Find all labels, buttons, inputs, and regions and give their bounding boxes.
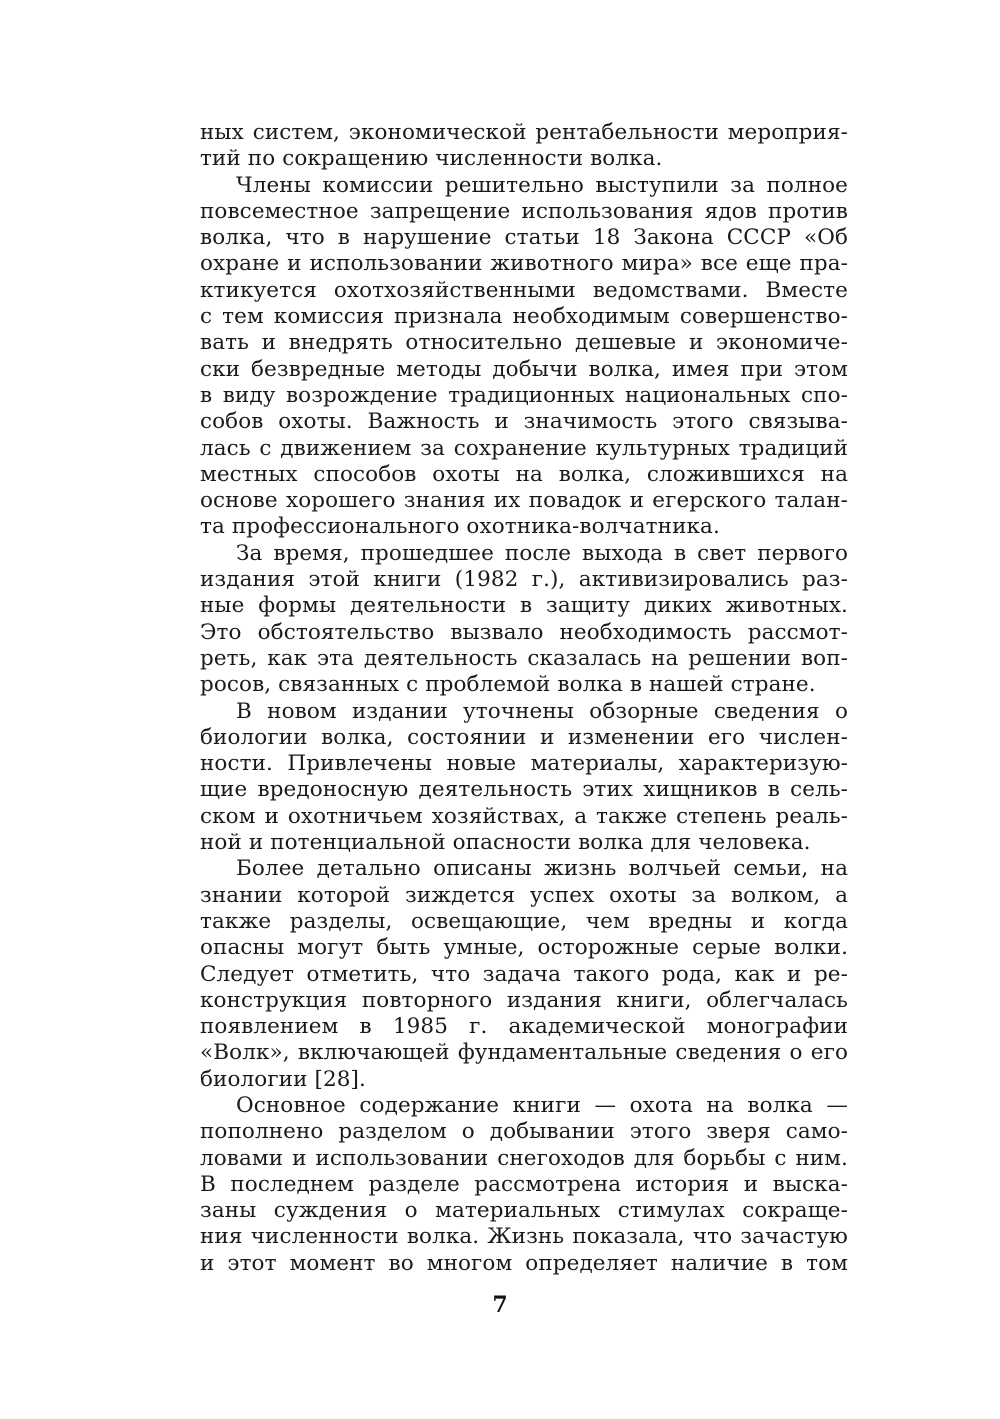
paragraph [200,856,848,1093]
text-line: ной и потенциальной опасности волка для человека. [200,830,811,856]
text-line: волка, что в нарушение статьи 18 Закона СССР «Об [200,225,848,251]
text-line: Основное содержание книги — охота на волка — [236,1092,848,1118]
text-line: ные формы деятельности в защиту диких животных. [200,593,848,619]
text-line: охране и использовании животного мира» все еще пра- [200,251,848,277]
text-line: ния численности волка. Жизнь показала, что зачастую [200,1224,848,1250]
text-line: ктикуется охотхозяйственными ведомствами. Вместе [200,277,848,303]
page-number: 7 [492,1292,508,1318]
text-line: собов охоты. Важность и значимость этого связыва- [200,409,848,435]
text-line: биологии [28]. [200,1066,366,1092]
text-line: За время, прошедшее после выхода в свет первого [236,540,848,566]
text-line: Члены комиссии решительно выступили за полное [236,172,848,198]
text-line: В новом издании уточнены обзорные сведения о [236,698,848,724]
text-line: местных способов охоты на волка, сложившихся на [200,461,848,487]
text-line: в виду возрождение традиционных национальных спо- [200,382,848,408]
text-line: тий по сокращению численности волка. [200,146,663,172]
text-line: повсеместное запрещение использования ядов против [200,198,848,224]
text-line: ски безвредные методы добычи волка, имея при этом [200,356,848,382]
text-line: Следует отметить, что задача такого рода, как и ре- [200,961,848,987]
text-line: ности. Привлечены новые материалы, характеризую- [200,751,848,777]
text-line: ных систем, экономической рентабельности мероприя- [200,120,848,145]
text-line: росов, связанных с проблемой волка в нашей стране. [200,672,816,698]
text-line: та профессионального охотника-волчатника. [200,514,720,540]
text-line: конструкция повторного издания книги, облегчалась [200,987,848,1013]
text-line: знании которой зиждется успех охоты за волком, а [200,882,848,908]
paragraph [200,699,848,857]
text-line: Более детально описаны жизнь волчьей семьи, на [236,856,848,882]
text-line: и этот момент во многом определяет наличие в том [200,1250,848,1276]
text-line: вать и внедрять относительно дешевые и экономиче- [200,330,848,356]
paragraph [200,1093,848,1277]
body-text [200,120,848,1277]
text-line: опасны могут быть умные, осторожные серые волки. [200,935,848,961]
text-line: биологии волка, состоянии и изменении его числен- [200,724,848,750]
text-line: щие вредоносную деятельность этих хищников в сель- [200,777,848,803]
text-line: основе хорошего знания их повадок и егерского талан- [200,488,848,514]
text-line: ском и охотничьем хозяйствах, а также степень реаль- [200,803,848,829]
text-line: с тем комиссия признала необходимым совершенство- [200,304,848,330]
text-line: В последнем разделе рассмотрена история и выска- [200,1171,848,1197]
text-line: также разделы, освещающие, чем вредны и когда [200,908,848,934]
text-line: «Волк», включающей фундаментальные сведения о его [200,1040,848,1066]
text-line: лась с движением за сохранение культурных традиций [200,435,848,461]
text-line: появлением в 1985 г. академической монографии [200,1014,848,1040]
text-line: издания этой книги (1982 г.), активизировались раз- [200,567,848,593]
paragraph [200,541,848,699]
paragraph [200,120,848,173]
text-line: реть, как эта деятельность сказалась на решении воп- [200,645,848,671]
paragraph [200,173,848,541]
text-line: заны суждения о материальных стимулах сокраще- [200,1198,848,1224]
text-line: пополнено разделом о добывании этого зверя само- [200,1119,848,1145]
text-line: Это обстоятельство вызвало необходимость рассмот- [200,619,848,645]
text-line: ловами и использовании снегоходов для борьбы с ним. [200,1145,848,1171]
